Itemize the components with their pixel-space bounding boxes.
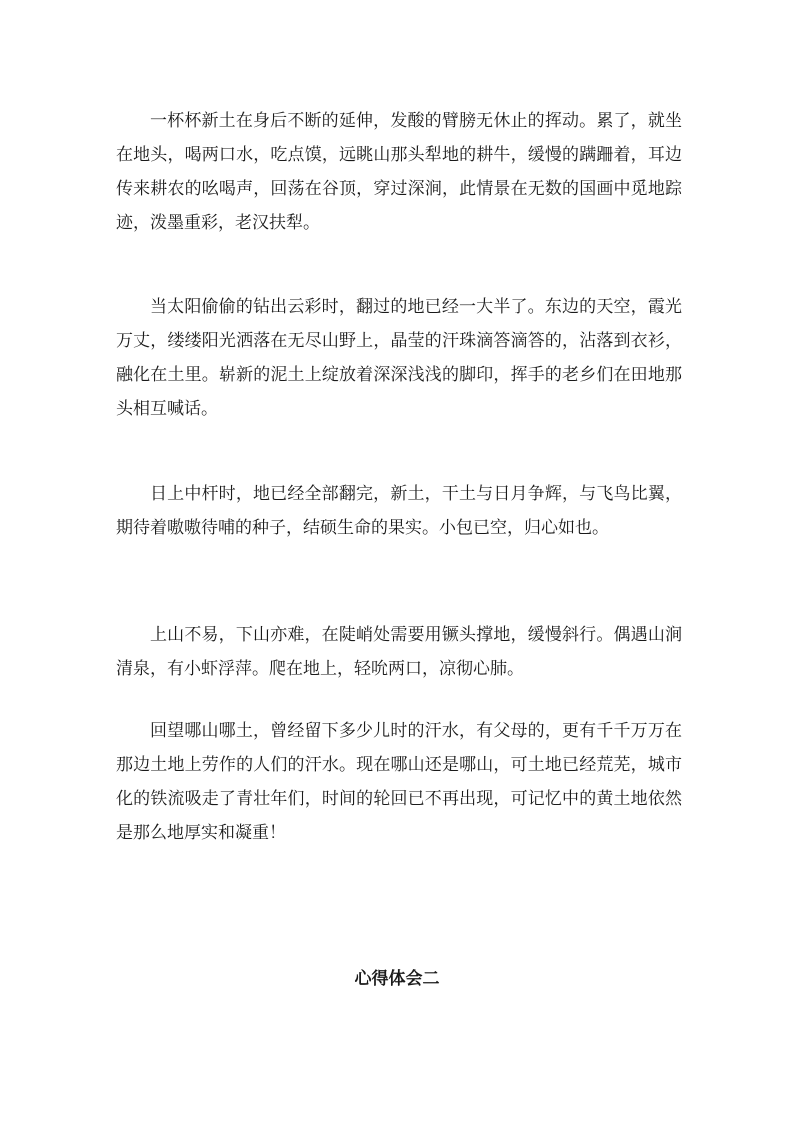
paragraph-text: 回望哪山哪土，曾经留下多少儿时的汗水，有父母的，更有千千万万在那边土地上劳作的人们的汗水。现在哪山还是哪山，可土地已经荒芜，城市化的铁流吸走了青壮年们，时间的轮回已不再出现，可记忆中的黄土地依然是那么地厚实和凝重！ [116, 721, 682, 843]
paragraph-text: 上山不易，下山亦难，在陡峭处需要用镢头撑地，缓慢斜行。偶遇山涧清泉，有小虾浮萍。爬在地上，轻吮两口，凉彻心肺。 [116, 625, 682, 679]
paragraph-5 [116, 714, 682, 850]
paragraph-2 [116, 290, 682, 426]
paragraph-text: 一杯杯新土在身后不断的延伸，发酸的臂膀无休止的挥动。累了，就坐在地头，喝两口水，吃点馍，远眺山那头犁地的耕牛，缓慢的蹒跚着，耳边传来耕农的吆喝声，回荡在谷顶，穿过深涧，此情景在无数的国画中觅地踪迹，泼墨重彩，老汉扶犁。 [116, 111, 682, 233]
paragraph-text: 当太阳偷偷的钻出云彩时，翻过的地已经一大半了。东边的天空，霞光万丈，缕缕阳光洒落在无尽山野上，晶莹的汗珠滴答滴答的，沾落到衣衫，融化在土里。崭新的泥土上绽放着深深浅浅的脚印，挥手的老乡们在田地那头相互喊话。 [116, 297, 682, 419]
paragraph-3 [116, 477, 682, 545]
section-title: 心得体会二 [354, 969, 440, 989]
paragraph-4 [116, 618, 682, 686]
paragraph-1 [116, 104, 682, 240]
paragraph-text: 日上中杆时，地已经全部翻完，新土，干土与日月争辉，与飞鸟比翼，期待着嗷嗷待哺的种子，结硕生命的果实。小包已空，归心如也。 [116, 484, 682, 538]
